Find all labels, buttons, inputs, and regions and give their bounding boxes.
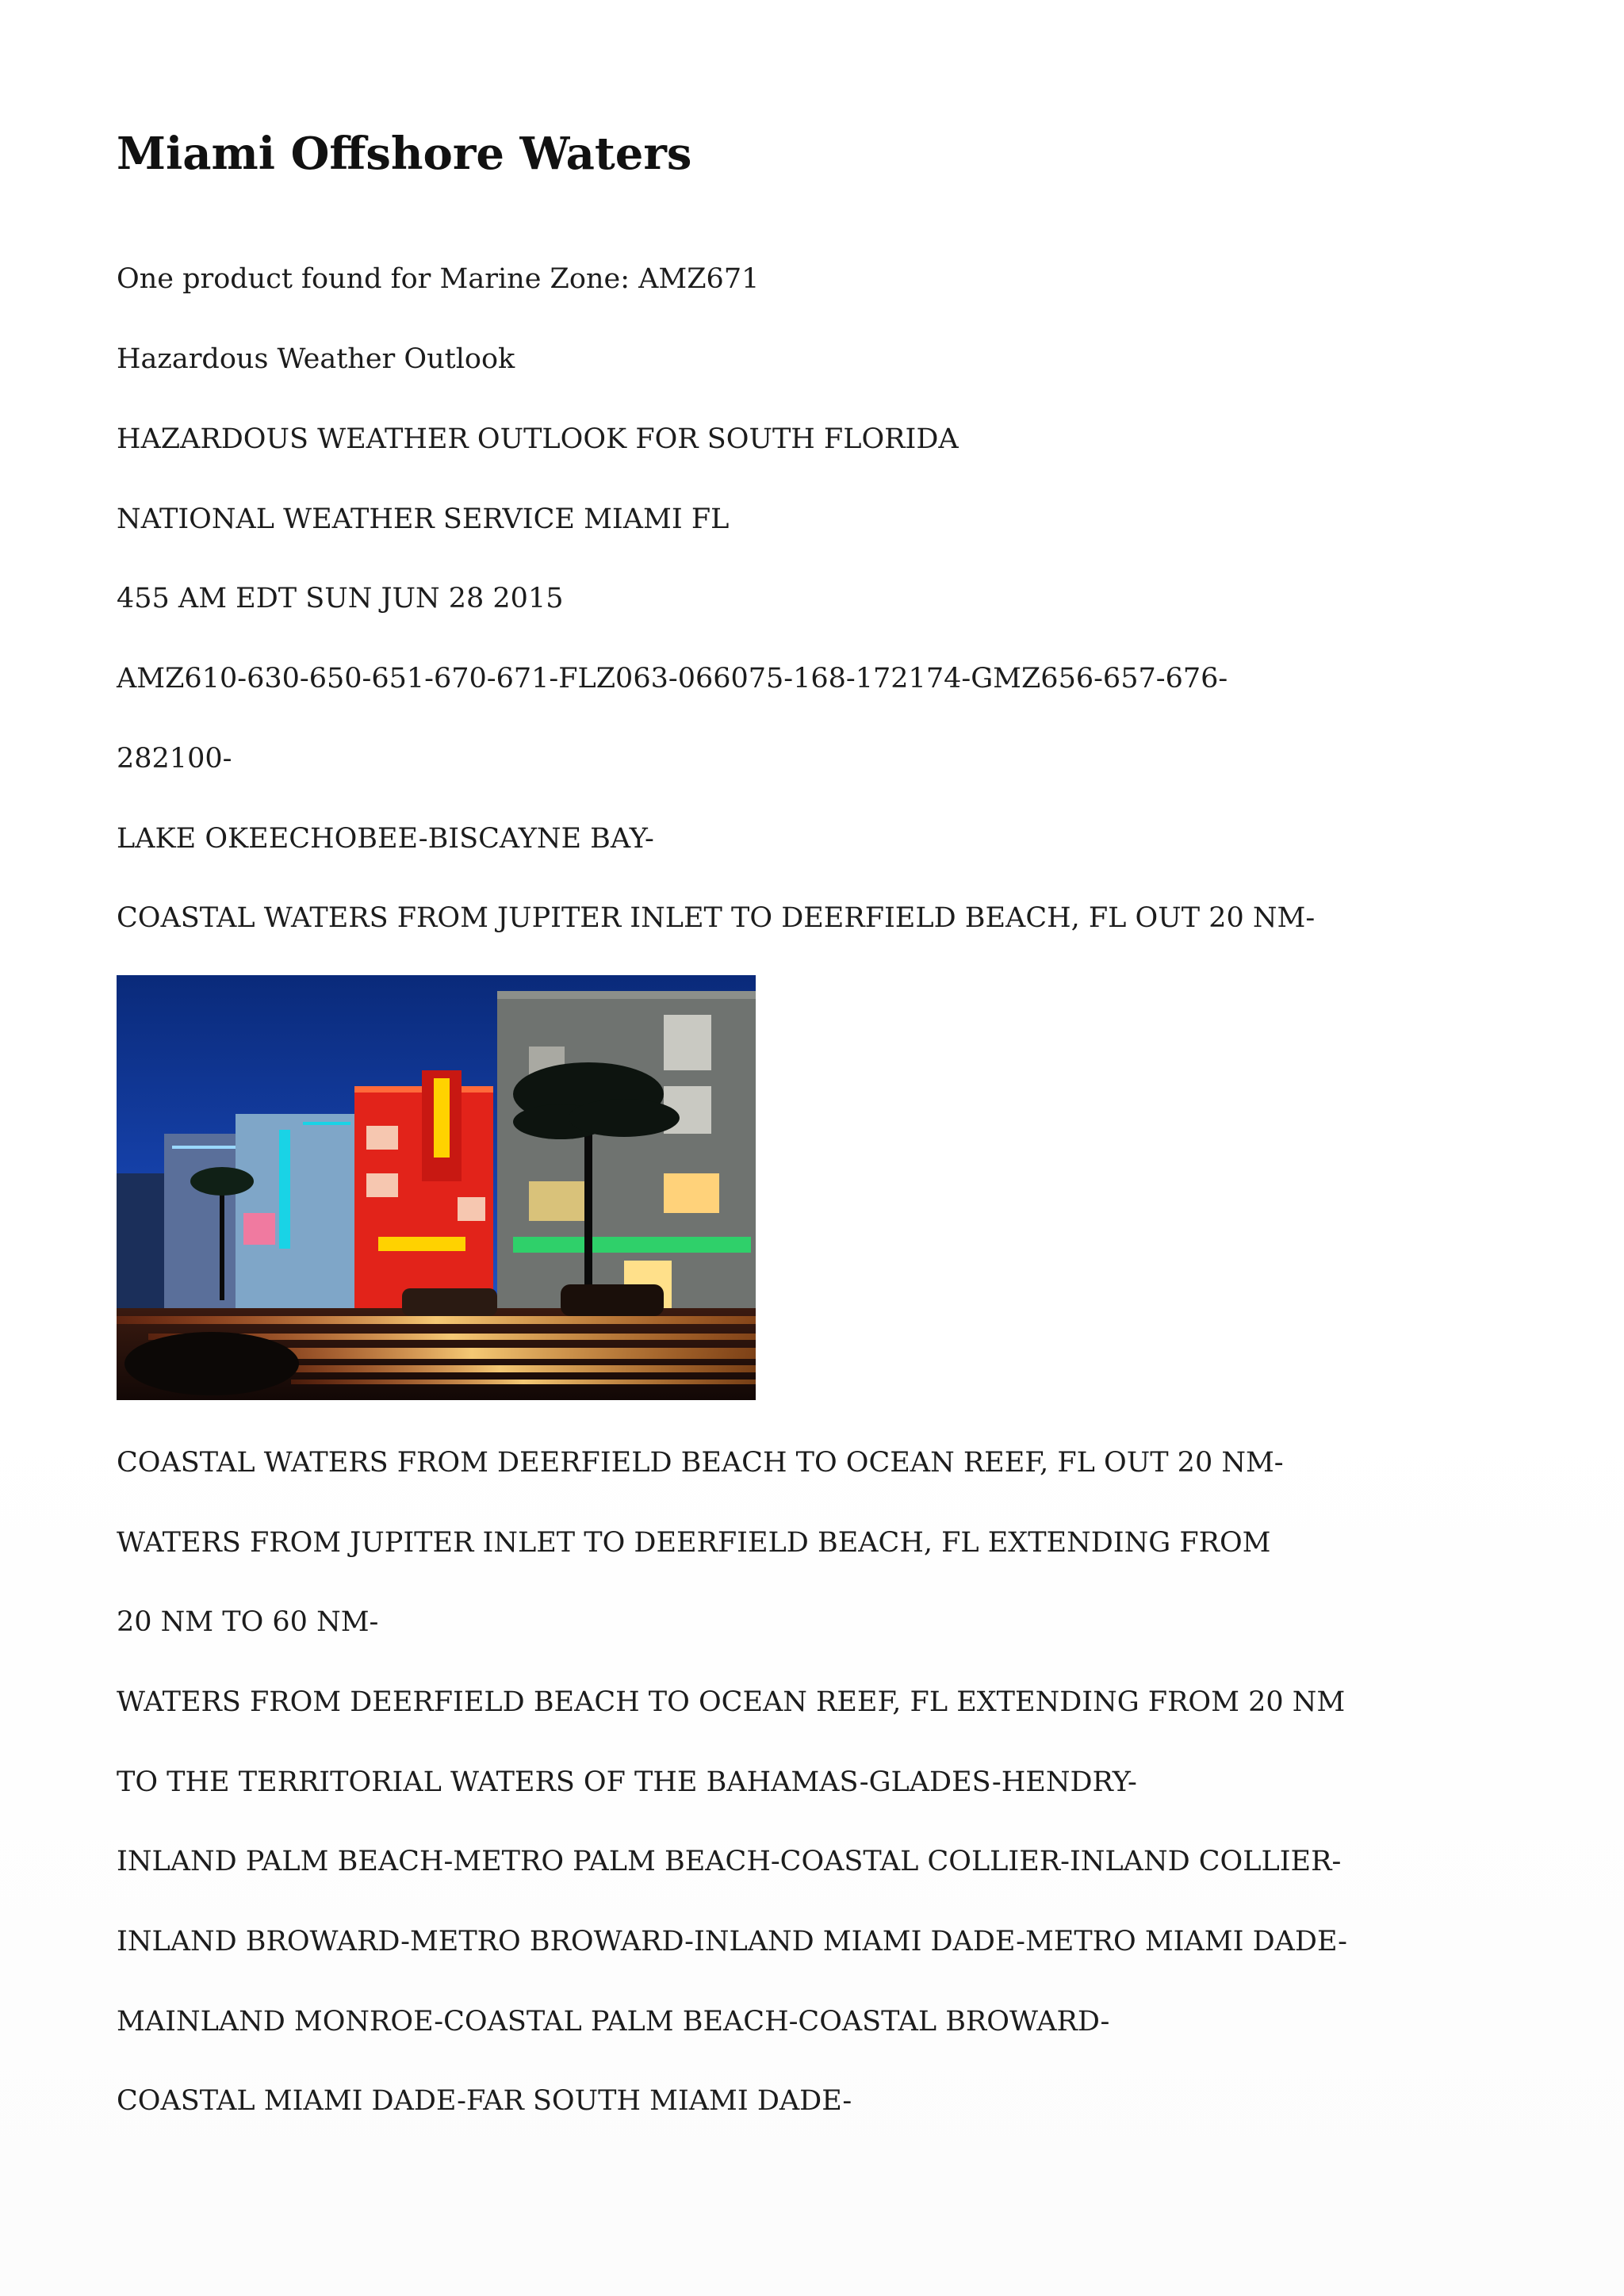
zone-list-line: 20 NM TO 60 NM- — [117, 1606, 379, 1638]
expiration-code: 282100- — [117, 743, 232, 775]
night-street-photo — [117, 975, 756, 1400]
zone-list-line: MAINLAND MONROE-COASTAL PALM BEACH-COASTAL BROWARD- — [117, 2006, 1110, 2038]
zone-list-line: INLAND BROWARD-METRO BROWARD-INLAND MIAMI DADE-METRO MIAMI DADE- — [117, 1926, 1347, 1957]
zone-list-line: TO THE TERRITORIAL WATERS OF THE BAHAMAS-GLADES-HENDRY- — [117, 1766, 1137, 1798]
issue-time: 455 AM EDT SUN JUN 28 2015 — [117, 583, 564, 614]
product-header: HAZARDOUS WEATHER OUTLOOK FOR SOUTH FLORIDA — [117, 423, 959, 455]
zone-list-line: WATERS FROM DEERFIELD BEACH TO OCEAN REEF, FL EXTENDING FROM 20 NM — [117, 1686, 1346, 1718]
product-name: Hazardous Weather Outlook — [117, 343, 515, 375]
zone-list-line: WATERS FROM JUPITER INLET TO DEERFIELD BEACH, FL EXTENDING FROM — [117, 1527, 1271, 1559]
zone-list-line: INLAND PALM BEACH-METRO PALM BEACH-COASTAL COLLIER-INLAND COLLIER- — [117, 1846, 1342, 1877]
page-title: Miami Offshore Waters — [117, 128, 692, 180]
issuing-office: NATIONAL WEATHER SERVICE MIAMI FL — [117, 503, 730, 535]
zone-list-line: COASTAL MIAMI DADE-FAR SOUTH MIAMI DADE- — [117, 2085, 852, 2117]
zone-list-line: COASTAL WATERS FROM DEERFIELD BEACH TO OCEAN REEF, FL OUT 20 NM- — [117, 1447, 1284, 1479]
zone-codes: AMZ610-630-650-651-670-671-FLZ063-066075-168-172174-GMZ656-657-676- — [117, 663, 1228, 695]
zone-list-line: COASTAL WATERS FROM JUPITER INLET TO DEERFIELD BEACH, FL OUT 20 NM- — [117, 902, 1316, 934]
zone-list-line: LAKE OKEECHOBEE-BISCAYNE BAY- — [117, 823, 654, 855]
result-summary: One product found for Marine Zone: AMZ671 — [117, 263, 760, 295]
